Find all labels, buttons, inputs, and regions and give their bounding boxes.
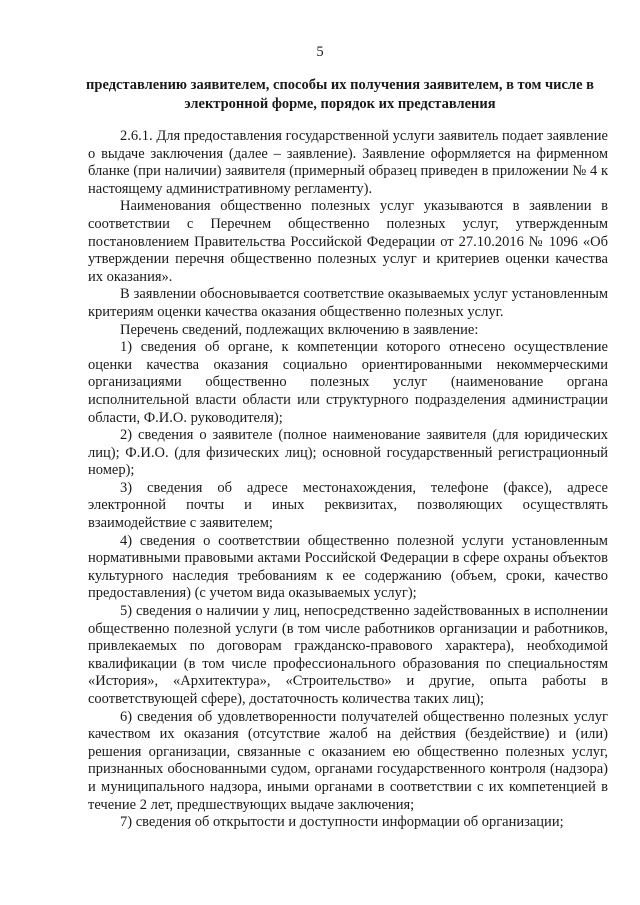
paragraph-service-names: Наименования общественно полезных услуг указываются в заявлении в соответствии с Перечнем общественно полезных услуг, утвержденным постановлением Правительства Российской Федерации от 27.10.2016 № 1096 «Об утверждении перечня общественно полезных услуг и критериев оценки качества их оказания». [88,198,608,285]
list-item-2: 2) сведения о заявителе (полное наименование заявителя (для юридических лиц); Ф.И.О. (для физических лиц); основной государственный регистрационный номер); [88,427,608,479]
list-item-1: 1) сведения об органе, к компетенции которого отнесено осуществление оценки качества оказания социально ориентированными некоммерческими организациями общественно полезных услуг (наименование органа исполнительной власти области или структурного подразделения администрации области, Ф.И.О. руководителя); [88,339,608,426]
page-number: 5 [316,44,324,60]
list-item-3: 3) сведения об адресе местонахождения, телефоне (факсе), адресе электронной почты и иных реквизитах, позволяющих осуществлять взаимодействие с заявителем; [88,479,608,532]
paragraph-2-6-1: 2.6.1. Для предоставления государственной услуги заявитель подает заявление о выдаче заключения (далее – заявление). Заявление оформляется на фирменном бланке (при наличии) заявителя (примерный образец приведен в приложении № 4 к настоящему административному регламенту). [88,128,608,197]
list-item-7: 7) сведения об открытости и доступности информации об организации; [120,814,564,831]
list-item-6: 6) сведения об удовлетворенности получателей общественно полезных услуг качеством их оказания (отсутствие жалоб на действия (бездействие) и (или) решения организации, связанные с оказанием ею общественно полезных услуг, признанных обоснованными судом, органами государственного контроля (надзора) и муниципального надзора, иными органами в соответствии с их компетенцией в течение 2 лет, предшествующих выдаче заключения; [88,708,608,813]
section-heading: представлению заявителем, способы их получения заявителем, в том числе в электронной форме, порядок их представления [86,77,594,112]
document-body [88,128,608,832]
paragraph-justification: В заявлении обосновывается соответствие оказываемых услуг установленным критериям оценки качества оказания общественно полезных услуг. [88,286,608,320]
paragraph-list-intro: Перечень сведений, подлежащих включению в заявление: [120,321,479,338]
list-item-5: 5) сведения о наличии у лиц, непосредственно задействованных в исполнении общественно полезной услуги (в том числе работников организации и работников, привлекаемых по договорам гражданско-правового характера), необходимой квалификации (в том числе профессионального образования по специальностям «История», «Архитектура», «Строительство» и другие, опыта работы в соответствующей сфере), достаточность количества таких лиц); [88,603,608,707]
list-item-4: 4) сведения о соответствии общественно полезной услуги установленным нормативными правовыми актами Российской Федерации в сфере охраны объектов культурного наследия требованиям к ее содержанию (объем, сроки, качество предоставления) (с учетом вида оказываемых услуг); [88,532,608,602]
